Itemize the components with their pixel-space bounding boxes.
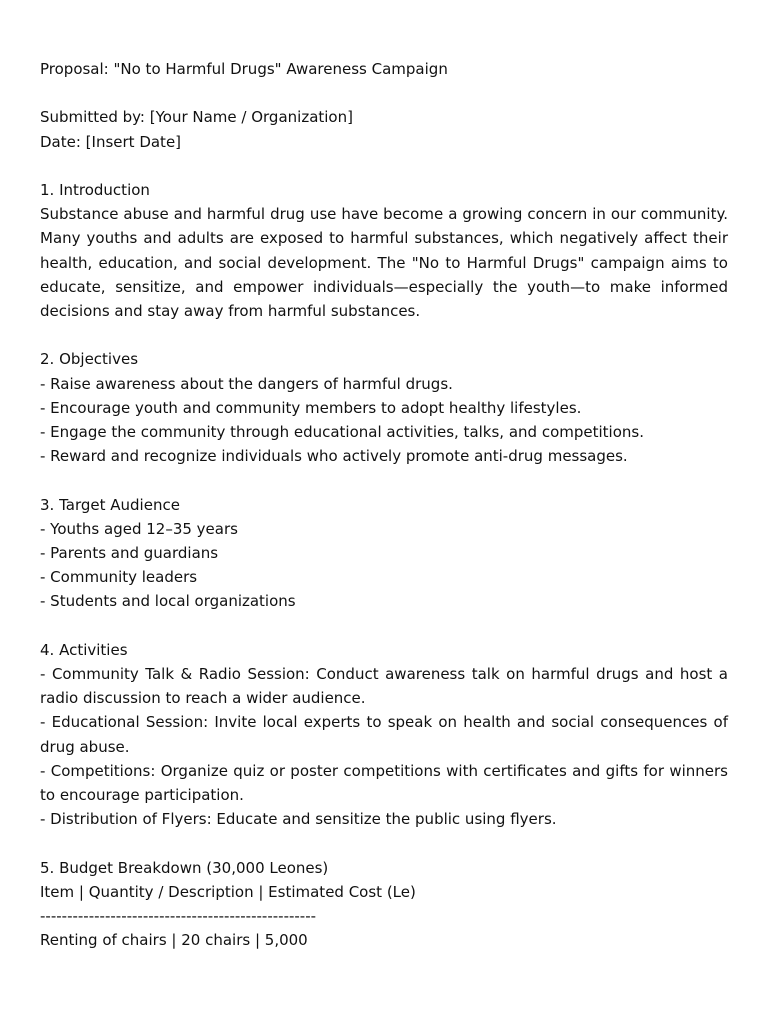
spacer: [40, 614, 728, 638]
budget-separator: ---------------------------------------------------: [40, 907, 317, 926]
list-item: - Engage the community through educational activities, talks, and competitions.: [40, 423, 644, 441]
target-audience-section: [40, 493, 728, 614]
activities-heading: 4. Activities: [40, 640, 128, 659]
list-item: - Raise awareness about the dangers of harmful drugs.: [40, 374, 453, 393]
list-item: - Competitions: Organize quiz or poster competitions with certificates and gifts for winners to encourage participation.: [40, 761, 728, 805]
list-item: - Educational Session: Invite local experts to speak on health and social consequences of drug abuse.: [40, 713, 728, 756]
introduction-section: [40, 178, 728, 323]
list-item: - Encourage youth and community members to adopt healthy lifestyles.: [40, 398, 582, 417]
budget-table-header: Item | Quantity / Description | Estimated Cost (Le): [40, 882, 416, 901]
budget-section: [40, 856, 728, 953]
list-item: - Reward and recognize individuals who actively promote anti-drug messages.: [40, 447, 628, 466]
target-audience-heading: 3. Target Audience: [40, 495, 180, 514]
objectives-section: [40, 347, 728, 468]
activities-section: [40, 638, 728, 832]
list-item: - Students and local organizations: [40, 592, 296, 611]
document-title: Proposal: "No to Harmful Drugs" Awareness Campaign: [40, 60, 448, 78]
introduction-heading: 1. Introduction: [40, 180, 150, 199]
spacer: [40, 831, 728, 855]
submitted-by: Submitted by: [Your Name / Organization]: [40, 108, 353, 127]
list-item: - Parents and guardians: [40, 544, 219, 562]
list-item: - Community leaders: [40, 568, 198, 587]
table-row: Renting of chairs | 20 chairs | 5,000: [40, 931, 308, 950]
introduction-body: Substance abuse and harmful drug use have become a growing concern in our community. Many youths and adults are exposed to harmful substances, which negatively affect their health, education, and social development. The "No to Harmful Drugs" campaign aims to educate, sensitize, and empower individuals—especially the youth—to make informed decisions and stay away from harmful substances.: [40, 205, 728, 320]
spacer: [40, 323, 728, 347]
spacer: [40, 468, 728, 492]
date-line: Date: [Insert Date]: [40, 132, 182, 151]
spacer: [40, 154, 728, 178]
list-item: - Youths aged 12–35 years: [40, 519, 238, 538]
list-item: - Distribution of Flyers: Educate and sensitize the public using flyers.: [40, 810, 557, 829]
document-page: [40, 57, 728, 952]
objectives-heading: 2. Objectives: [40, 350, 139, 369]
spacer: [40, 81, 728, 105]
list-item: - Community Talk & Radio Session: Conduct awareness talk on harmful drugs and host a radio discussion to reach a wider audience.: [40, 665, 728, 708]
budget-heading: 5. Budget Breakdown (30,000 Leones): [40, 858, 329, 877]
